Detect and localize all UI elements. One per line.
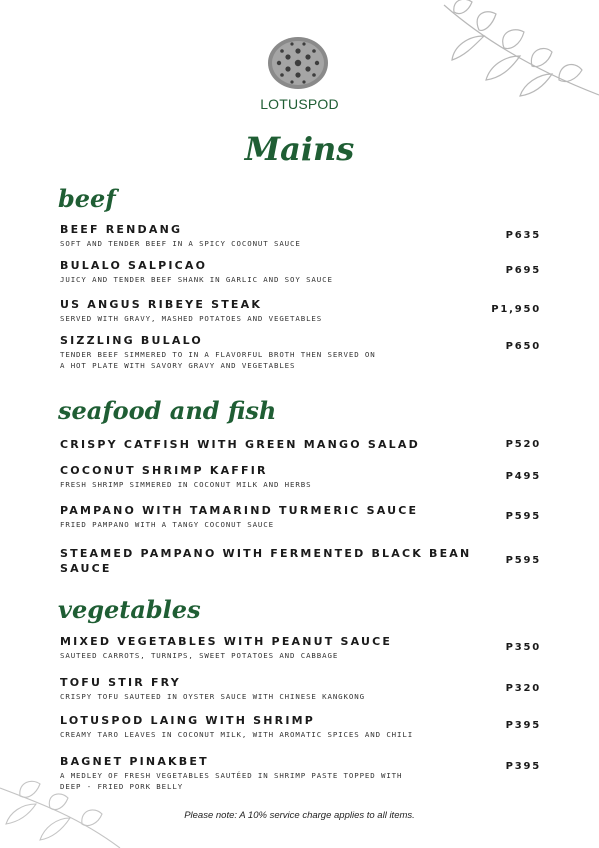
item-price: P395 [505, 761, 541, 772]
item-price: P595 [505, 511, 541, 522]
menu-item [60, 463, 540, 490]
item-description: DEEP - FRIED PORK BELLY [60, 782, 184, 791]
menu-item [60, 675, 540, 702]
item-name: COCONUT SHRIMP KAFFIR [60, 464, 268, 477]
item-description: JUICY AND TENDER BEEF SHANK IN GARLIC AND SOY SAUCE [60, 275, 333, 284]
brand-name: LOTUSPOD [260, 96, 339, 112]
item-name: MIXED VEGETABLES WITH PEANUT SAUCE [60, 635, 393, 648]
service-charge-note: Please note: A 10% service charge applies to all items. [184, 810, 415, 821]
menu-item [60, 754, 540, 792]
item-name: SIZZLING BULALO [60, 334, 203, 347]
item-name: US ANGUS RIBEYE STEAK [60, 298, 263, 311]
item-description: A MEDLEY OF FRESH VEGETABLES SAUTÉED IN SHRIMP PASTE TOPPED WITH [60, 771, 403, 780]
menu-item [60, 437, 540, 452]
item-name: CRISPY CATFISH WITH GREEN MANGO SALAD [60, 438, 420, 451]
item-price: P650 [505, 341, 541, 352]
item-description: CREAMY TARO LEAVES IN COCONUT MILK, WITH AROMATIC SPICES AND CHILI [60, 730, 414, 739]
item-price: P520 [505, 439, 541, 450]
item-description: SAUTEED CARROTS, TURNIPS, SWEET POTATOES AND CABBAGE [60, 651, 339, 660]
item-price: P1,950 [491, 304, 541, 315]
item-name: BEEF RENDANG [60, 223, 183, 236]
item-description: SOFT AND TENDER BEEF IN A SPICY COCONUT SAUCE [60, 239, 301, 248]
item-name: TOFU STIR FRY [60, 676, 181, 689]
menu-item [60, 713, 540, 740]
section-heading-beef: beef [58, 184, 116, 213]
item-price: P395 [505, 720, 541, 731]
lotus-pod-logo [266, 35, 330, 91]
section-heading-seafood: seafood and fish [58, 396, 277, 425]
item-name: PAMPANO WITH TAMARIND TURMERIC SAUCE [60, 504, 419, 517]
item-description: FRESH SHRIMP SIMMERED IN COCONUT MILK AND HERBS [60, 480, 312, 489]
item-description: FRIED PAMPANO WITH A TANGY COCONUT SAUCE [60, 520, 274, 529]
item-description: A HOT PLATE WITH SAVORY GRAVY AND VEGETABLES [60, 361, 296, 370]
leaf-branch-decoration-top [424, 0, 599, 110]
section-heading-vegetables: vegetables [58, 595, 201, 624]
menu-title: Mains [244, 130, 355, 168]
item-price: P595 [505, 555, 541, 566]
item-description: CRISPY TOFU SAUTEED IN OYSTER SAUCE WITH CHINESE KANGKONG [60, 692, 365, 701]
item-name: STEAMED PAMPANO WITH FERMENTED BLACK BEAN [60, 547, 472, 560]
item-description: TENDER BEEF SIMMERED TO IN A FLAVORFUL BROTH THEN SERVED ON [60, 350, 376, 359]
item-price: P320 [505, 683, 541, 694]
item-description: SERVED WITH GRAVY, MASHED POTATOES AND VEGETABLES [60, 314, 323, 323]
item-name: BAGNET PINAKBET [60, 755, 209, 768]
menu-item [60, 503, 540, 530]
item-price: P350 [505, 642, 541, 653]
menu-item [60, 634, 540, 661]
menu-item [60, 258, 540, 285]
menu-item [60, 222, 540, 249]
item-price: P695 [505, 265, 541, 276]
item-price: P495 [505, 471, 541, 482]
menu-item [60, 546, 540, 576]
item-name: BULALO SALPICAO [60, 259, 208, 272]
menu-item [60, 297, 540, 324]
item-price: P635 [505, 230, 541, 241]
item-name: SAUCE [60, 562, 112, 575]
menu-item [60, 333, 540, 371]
item-name: LOTUSPOD LAING WITH SHRIMP [60, 714, 316, 727]
